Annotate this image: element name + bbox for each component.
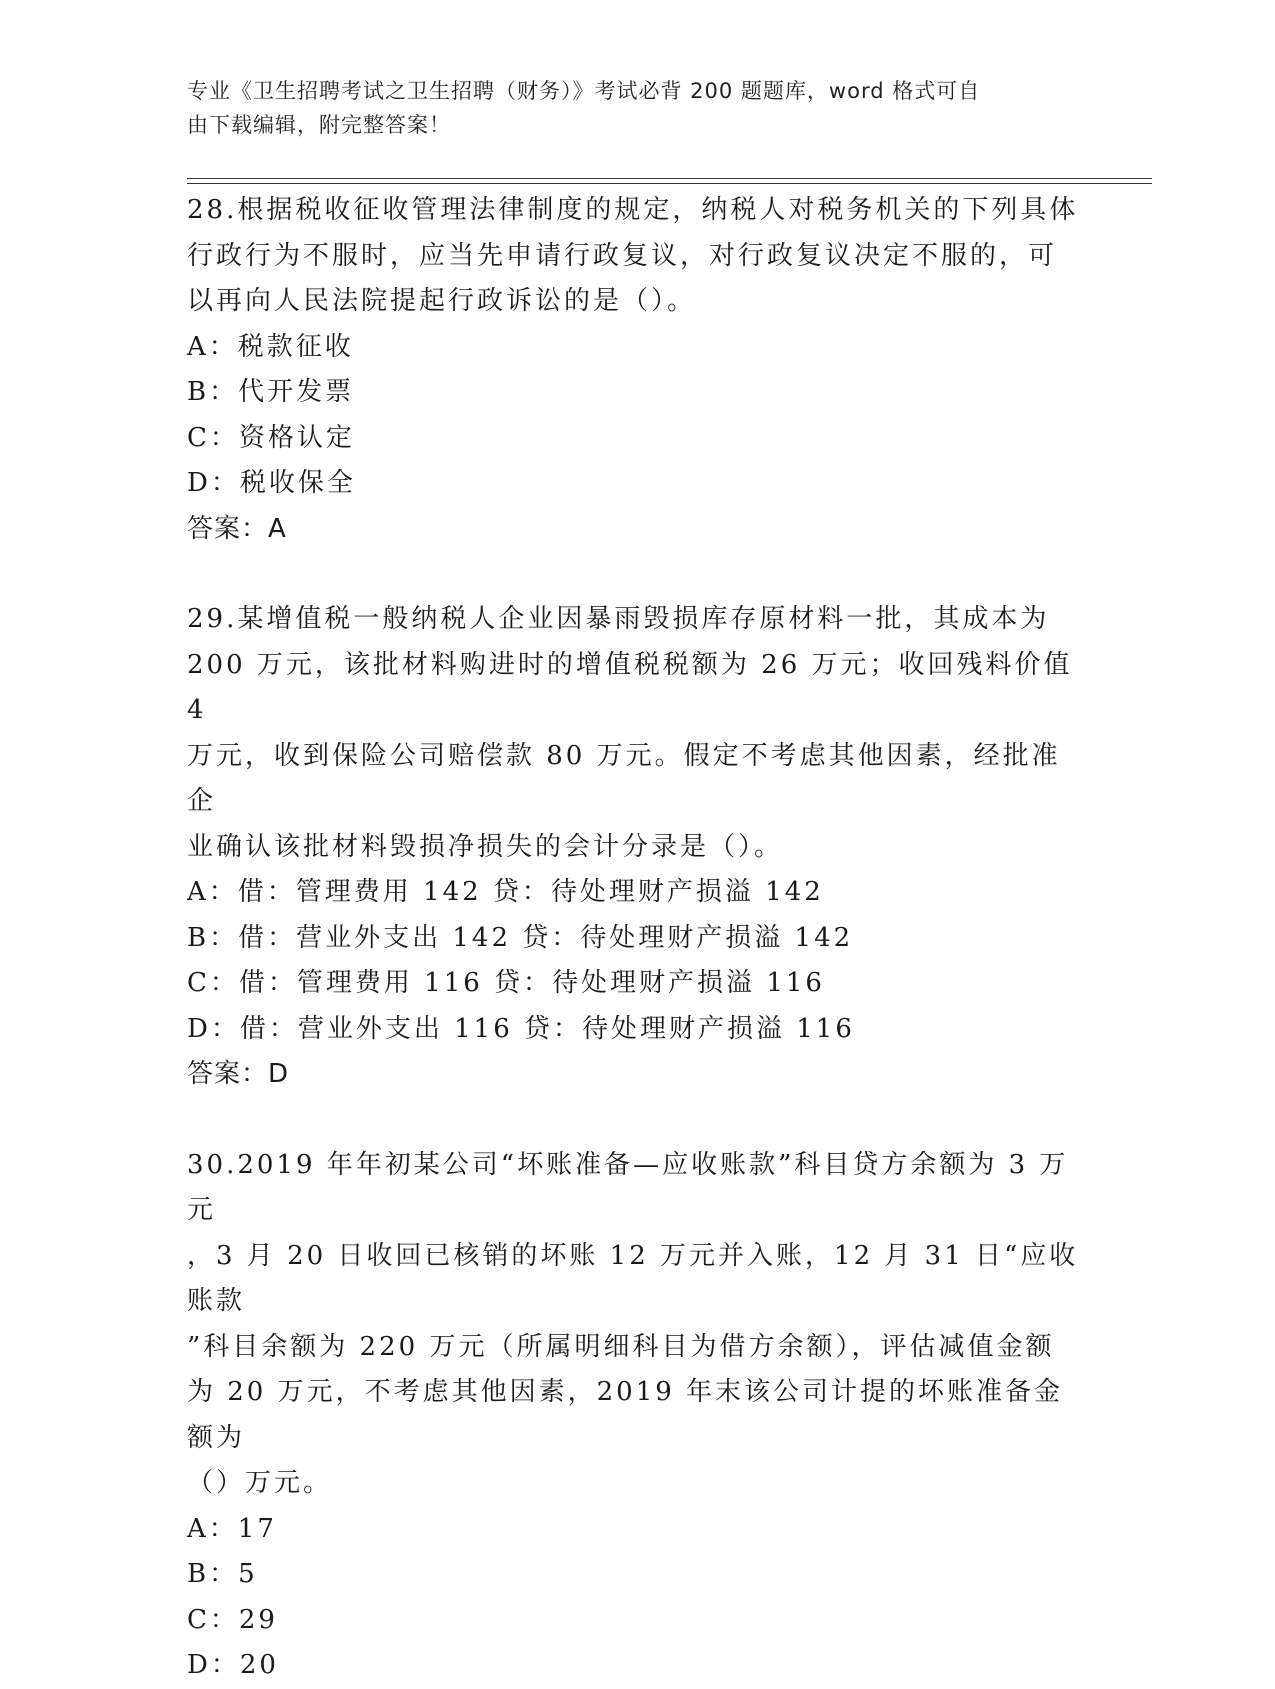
option-d: D：税收保全 [187,468,356,498]
header-line-1: 专业《卫生招聘考试之卫生招聘（财务）》考试必背 200 题题库，word 格式可自 [187,79,981,103]
answer: 答案：A [187,513,287,544]
option-d: D：借：营业外支出 116 贷：待处理财产损溢 116 [187,1013,855,1044]
question-list [187,188,1087,1689]
option-d: D：20 [187,1650,279,1680]
question-stem-line: 29.某增值税一般纳税人企业因暴雨毁损库存原材料一批，其成本为 [187,604,1050,634]
question-stem-line: 业确认该批材料毁损净损失的会计分录是（）。 [187,831,784,862]
header-divider [187,178,1152,184]
question-stem-line: （）万元。 [187,1468,333,1498]
header-line-2: 由下载编辑，附完整答案！ [187,113,451,137]
question-stem-line: 为 20 万元，不考虑其他因素，2019 年末该公司计提的坏账准备金额为 [187,1377,1064,1453]
option-c: C：资格认定 [187,422,355,453]
option-b: B：借：营业外支出 142 贷：待处理财产损溢 142 [187,922,854,953]
question-stem-line: 30.2019 年年初某公司“坏账准备—应收账款”科目贷方余额为 3 万元 [187,1149,1069,1225]
question-stem-line: 200 万元，该批材料购进时的增值税税额为 26 万元；收回残料价值 4 [187,649,1073,725]
question-28 [187,188,1087,552]
question-stem-line: ”科目余额为 220 万元（所属明细科目为借方余额），评估减值金额 [187,1331,1055,1362]
option-a: A：税款征收 [187,331,354,362]
option-c: C：借：管理费用 116 贷：待处理财产损溢 116 [187,968,825,998]
answer: 答案：D [187,1059,290,1089]
question-stem-line: 28.根据税收征收管理法律制度的规定，纳税人对税务机关的下列具体 [187,195,1079,225]
question-stem-line: 行政行为不服时，应当先申请行政复议，对行政复议决定不服的，可 [187,240,1058,271]
option-b: B：5 [187,1559,258,1589]
option-c: C：29 [187,1604,278,1635]
page-header [187,74,1067,142]
question-spacer [187,1098,1087,1143]
question-30 [187,1143,1087,1689]
option-a: A：借：管理费用 142 贷：待处理财产损溢 142 [187,877,824,907]
question-29 [187,597,1087,1098]
question-stem-line: 以再向人民法院提起行政诉讼的是（）。 [187,286,697,316]
option-b: B：代开发票 [187,377,355,407]
question-stem-line: ，3 月 20 日收回已核销的坏账 12 万元并入账，12 月 31 日“应收账款 [187,1240,1079,1316]
question-stem-line: 万元，收到保险公司赔偿款 80 万元。假定不考虑其他因素，经批准企 [187,740,1061,816]
question-spacer [187,552,1087,597]
option-a: A：17 [187,1513,277,1544]
